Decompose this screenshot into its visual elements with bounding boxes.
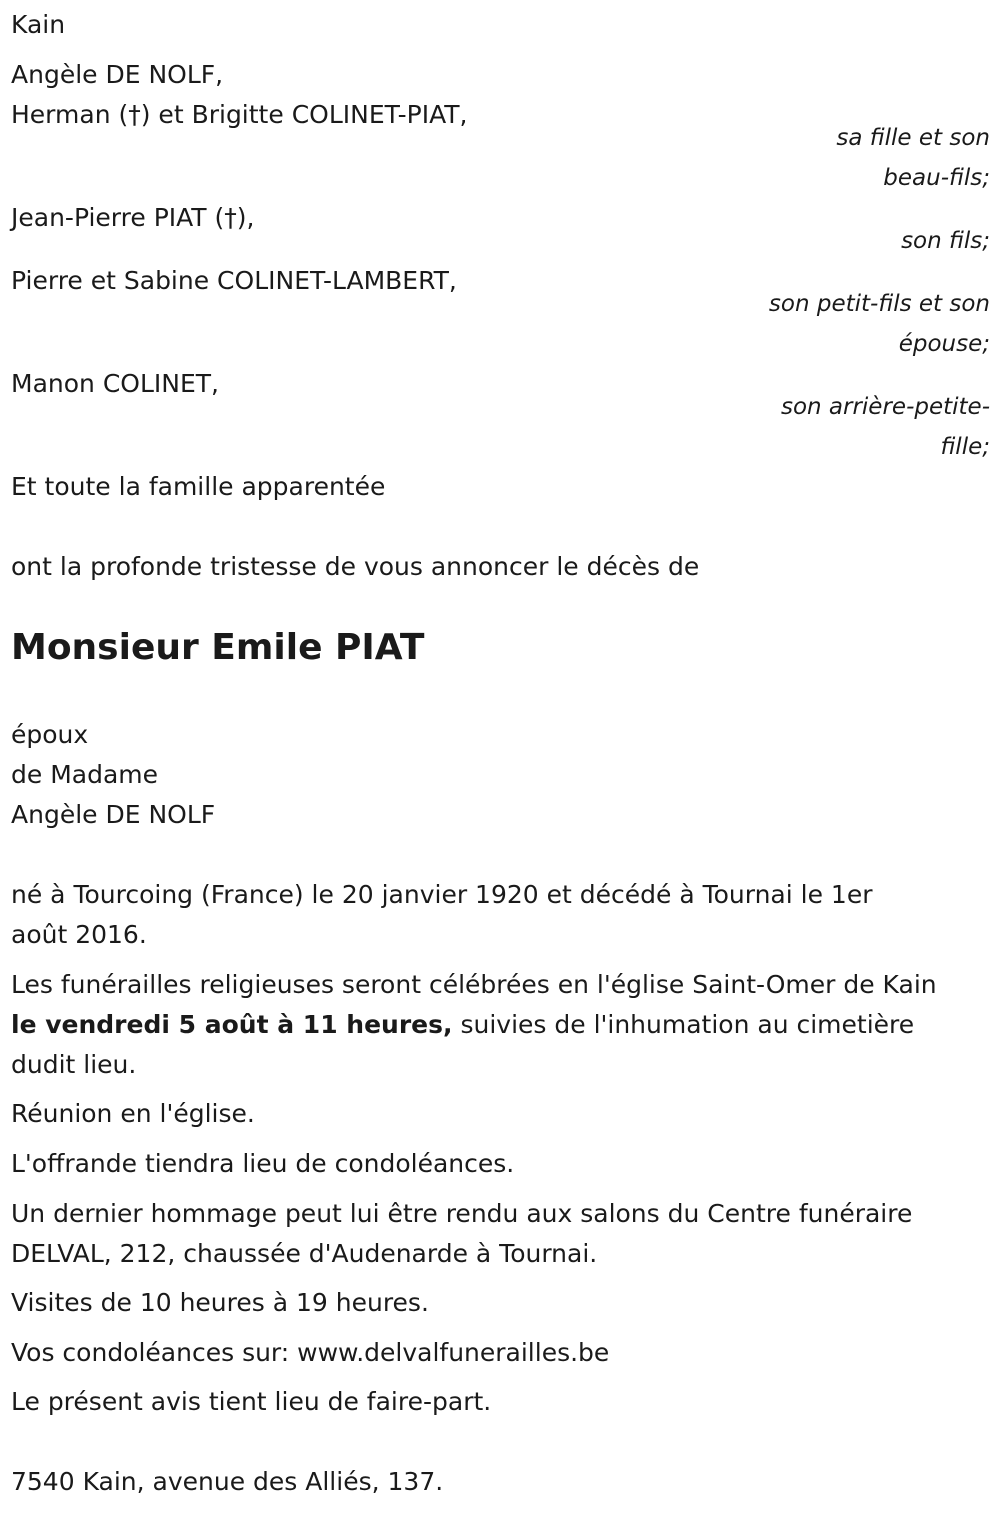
- family-name-1: Angèle DE NOLF,: [11, 60, 224, 89]
- offering: L'offrande tiendra lieu de condoléances.: [11, 1149, 515, 1178]
- address: 7540 Kain, avenue des Alliés, 137.: [11, 1467, 444, 1496]
- condolences: Vos condoléances sur: www.delvalfunerailles.be: [11, 1338, 610, 1367]
- relation-4b: épouse;: [898, 331, 990, 357]
- relation-4a: son petit-fils et son: [768, 291, 990, 317]
- family-name-4: Pierre et Sabine COLINET-LAMBERT,: [11, 266, 457, 295]
- birth-death-2: août 2016.: [11, 920, 147, 949]
- family-rest: Et toute la famille apparentée: [11, 472, 386, 501]
- location: Kain: [11, 10, 66, 39]
- family-name-5: Manon COLINET,: [11, 369, 219, 398]
- funeral-line-2: [11, 1005, 914, 1045]
- funeral-date: le vendredi 5 août à 11 heures,: [11, 1010, 453, 1039]
- meeting: Réunion en l'église.: [11, 1099, 255, 1128]
- relation-2a: sa fille et son: [836, 125, 990, 151]
- notice: Le présent avis tient lieu de faire-part.: [11, 1387, 492, 1416]
- funeral-line-1: Les funérailles religieuses seront célébrées en l'église Saint-Omer de Kain: [11, 970, 937, 999]
- relation-2b: beau-fils;: [883, 165, 990, 191]
- funeral-line-3: dudit lieu.: [11, 1050, 137, 1079]
- funeral-line-2-rest: suivies de l'inhumation au cimetière: [452, 1010, 915, 1039]
- announcement: ont la profonde tristesse de vous annoncer le décès de: [11, 552, 700, 581]
- spouse-line-3: Angèle DE NOLF: [11, 800, 216, 829]
- tribute-line-2: DELVAL, 212, chaussée d'Audenarde à Tournai.: [11, 1239, 598, 1268]
- relation-5b: fille;: [940, 434, 990, 460]
- spouse-line-1: époux: [11, 720, 89, 749]
- birth-death-1: né à Tourcoing (France) le 20 janvier 1920 et décédé à Tournai le 1er: [11, 880, 873, 909]
- deceased-name: Monsieur Emile PIAT: [11, 627, 425, 668]
- spouse-line-2: de Madame: [11, 760, 159, 789]
- relation-5a: son arrière-petite-: [780, 394, 990, 420]
- family-name-2: Herman (†) et Brigitte COLINET-PIAT,: [11, 100, 468, 129]
- family-name-3: Jean-Pierre PIAT (†),: [11, 203, 255, 232]
- tribute-line-1: Un dernier hommage peut lui être rendu aux salons du Centre funéraire: [11, 1199, 913, 1228]
- visits: Visites de 10 heures à 19 heures.: [11, 1288, 429, 1317]
- relation-3a: son fils;: [901, 228, 990, 254]
